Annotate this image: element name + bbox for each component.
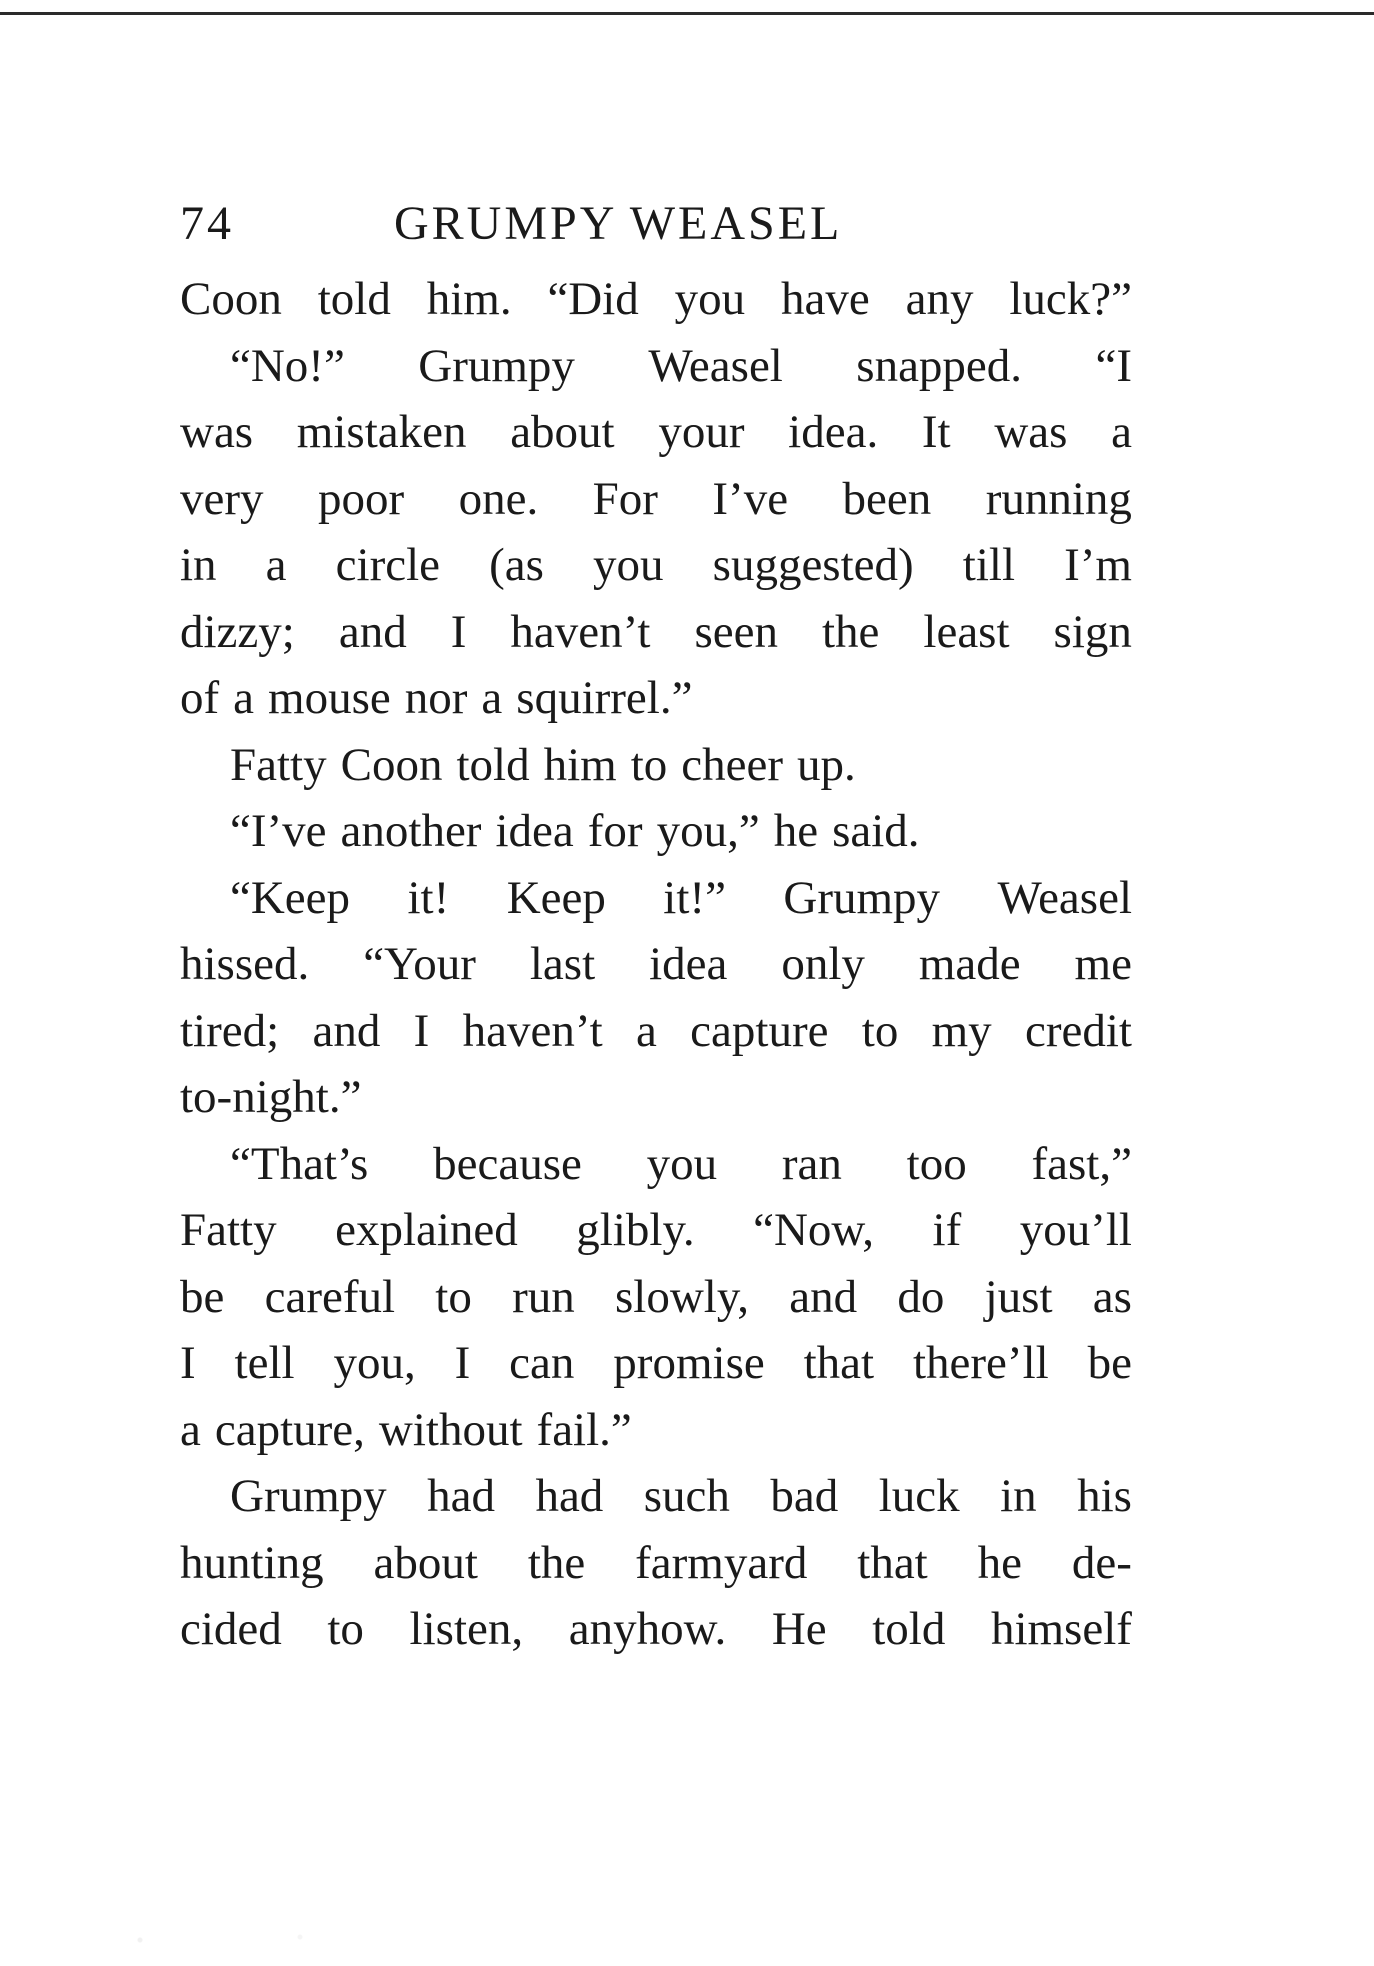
word: just xyxy=(984,1270,1053,1323)
word: you,” xyxy=(656,805,760,857)
text-line xyxy=(180,1131,1132,1198)
word: have xyxy=(781,273,870,325)
word: Fatty xyxy=(180,1204,277,1256)
word: the xyxy=(821,605,880,658)
word: for xyxy=(587,805,643,857)
word: said. xyxy=(832,805,920,857)
word: and xyxy=(338,605,407,658)
text-line xyxy=(180,1397,1132,1464)
word: up. xyxy=(797,738,856,791)
word: a xyxy=(636,1004,657,1057)
text-line xyxy=(180,466,1132,533)
word: very xyxy=(180,472,264,525)
word: in xyxy=(180,539,217,591)
word: least xyxy=(923,605,1010,658)
top-rule xyxy=(0,12,1374,15)
word: he xyxy=(977,1536,1023,1589)
paper-speckle xyxy=(60,1925,460,1955)
word: only xyxy=(781,938,865,990)
word: made xyxy=(918,938,1021,990)
word: Grumpy xyxy=(418,339,575,392)
word: tired; xyxy=(180,1004,280,1057)
word: cided xyxy=(180,1603,282,1655)
word: luck xyxy=(878,1470,960,1522)
word: idea xyxy=(649,938,728,990)
word: to-night.” xyxy=(180,1071,362,1123)
text-line xyxy=(180,1264,1132,1331)
word: “I’ve xyxy=(230,805,327,857)
word: mouse xyxy=(268,672,391,724)
word: suggested) xyxy=(712,539,914,591)
word: “No!” xyxy=(230,339,345,392)
word: Grumpy xyxy=(230,1470,387,1522)
word: there’ll xyxy=(912,1337,1049,1389)
word: that xyxy=(803,1337,875,1389)
word: “Now, xyxy=(753,1204,875,1256)
text-line xyxy=(180,599,1132,666)
word: listen, xyxy=(409,1603,524,1655)
text-line xyxy=(180,1330,1132,1397)
word: and xyxy=(312,1004,381,1057)
word: “Keep xyxy=(230,871,351,924)
word: it!” xyxy=(663,871,726,924)
word: till xyxy=(962,539,1016,591)
word: anyhow. xyxy=(568,1603,727,1655)
word: as xyxy=(1092,1270,1132,1323)
word: one. xyxy=(458,472,539,525)
word: running xyxy=(985,472,1132,525)
word: it! xyxy=(407,871,450,924)
word: you’ll xyxy=(1019,1204,1132,1256)
word: too xyxy=(906,1137,967,1190)
word: careful xyxy=(264,1270,396,1323)
word: had xyxy=(427,1470,495,1522)
word: promise xyxy=(613,1337,765,1389)
word: circle xyxy=(335,539,441,591)
word: tell xyxy=(234,1337,295,1389)
word: in xyxy=(1000,1470,1037,1522)
text-line xyxy=(180,732,1132,799)
word: squirrel.” xyxy=(516,672,693,724)
word: mistaken xyxy=(296,406,467,458)
word: a xyxy=(233,672,255,724)
word: was xyxy=(180,406,254,458)
text-line xyxy=(180,266,1132,333)
word: I xyxy=(413,1004,430,1057)
word: I xyxy=(454,1337,471,1389)
word: you xyxy=(646,1137,718,1190)
word: you xyxy=(674,273,746,325)
word: bad xyxy=(770,1470,839,1522)
word: if xyxy=(932,1204,962,1256)
word: Grumpy xyxy=(783,871,941,924)
word: I’ve xyxy=(712,472,789,525)
word: Coon xyxy=(340,738,443,791)
word: Weasel xyxy=(648,339,783,392)
word: Weasel xyxy=(997,871,1132,924)
word: “Did xyxy=(547,273,639,325)
word: can xyxy=(509,1337,575,1389)
text-line xyxy=(180,1197,1132,1264)
text-line xyxy=(180,1596,1132,1663)
word: slowly, xyxy=(614,1270,750,1323)
word: hissed. xyxy=(180,938,310,990)
word: to xyxy=(327,1603,364,1655)
word: your xyxy=(658,406,745,458)
word: him. xyxy=(426,273,512,325)
word: idea xyxy=(495,805,574,857)
word: do xyxy=(897,1270,945,1323)
word: Coon xyxy=(180,273,282,325)
word: such xyxy=(643,1470,730,1522)
word: “Your xyxy=(363,938,476,990)
page-header xyxy=(180,196,1140,256)
word: my xyxy=(931,1004,992,1057)
word: told xyxy=(456,738,530,791)
word: another xyxy=(340,805,482,857)
word: been xyxy=(842,472,932,525)
word: fast,” xyxy=(1031,1137,1132,1190)
word: without xyxy=(378,1403,523,1456)
word: capture, xyxy=(214,1403,365,1456)
word: farmyard xyxy=(635,1536,808,1589)
word: him xyxy=(543,738,617,791)
word: to xyxy=(861,1004,899,1057)
page-number: 74 xyxy=(180,197,234,250)
word: seen xyxy=(694,605,778,658)
word: haven’t xyxy=(510,605,651,658)
word: capture xyxy=(690,1004,829,1057)
word: a xyxy=(481,672,503,724)
word: explained xyxy=(335,1204,518,1256)
word: and xyxy=(789,1270,858,1323)
word: his xyxy=(1077,1470,1132,1522)
word: told xyxy=(872,1603,946,1655)
text-line xyxy=(180,1530,1132,1597)
word: a xyxy=(180,1403,201,1456)
text-line xyxy=(180,665,1132,732)
word: Keep xyxy=(506,871,606,924)
word: I xyxy=(180,1337,196,1389)
word: you xyxy=(593,539,664,591)
word: sign xyxy=(1053,605,1132,658)
word: de- xyxy=(1071,1536,1132,1589)
word: fail.” xyxy=(536,1403,632,1456)
word: he xyxy=(773,805,819,857)
word: to xyxy=(630,738,668,791)
word: cheer xyxy=(681,738,784,791)
word: told xyxy=(317,273,391,325)
word: Fatty xyxy=(230,738,327,791)
word: ran xyxy=(781,1137,842,1190)
word: For xyxy=(592,472,658,525)
text-line xyxy=(180,798,1132,865)
word: nor xyxy=(404,672,468,724)
word: It xyxy=(921,406,951,458)
word: be xyxy=(1087,1337,1132,1389)
word: that xyxy=(857,1536,928,1589)
text-line xyxy=(180,532,1132,599)
word: was xyxy=(994,406,1068,458)
word: last xyxy=(529,938,596,990)
word: a xyxy=(265,539,287,591)
word: had xyxy=(535,1470,604,1522)
word: about xyxy=(373,1536,478,1589)
word: be xyxy=(180,1270,225,1323)
word: about xyxy=(510,406,615,458)
body-text xyxy=(180,266,1132,1663)
text-line xyxy=(180,1463,1132,1530)
running-head: GRUMPY WEASEL xyxy=(394,197,843,250)
word: himself xyxy=(990,1603,1132,1655)
word: luck?” xyxy=(1009,273,1132,325)
word: the xyxy=(527,1536,586,1589)
word: I xyxy=(450,605,467,658)
word: to xyxy=(435,1270,472,1323)
word: snapped. xyxy=(856,339,1023,392)
word: run xyxy=(512,1270,575,1323)
text-line xyxy=(180,931,1132,998)
word: credit xyxy=(1024,1004,1132,1057)
word: poor xyxy=(317,472,405,525)
text-line xyxy=(180,865,1132,932)
word: of xyxy=(180,672,220,724)
word: (as xyxy=(489,539,544,591)
word: haven’t xyxy=(462,1004,603,1057)
word: you, xyxy=(333,1337,416,1389)
word: He xyxy=(771,1603,827,1655)
word: hunting xyxy=(180,1536,324,1589)
word: a xyxy=(1111,406,1132,458)
word: any xyxy=(905,273,974,325)
text-line xyxy=(180,998,1132,1065)
text-line xyxy=(180,1064,1132,1131)
word: I’m xyxy=(1064,539,1132,591)
word: “That’s xyxy=(230,1137,369,1190)
word: dizzy; xyxy=(180,605,295,658)
word: glibly. xyxy=(576,1204,695,1256)
word: “I xyxy=(1095,339,1132,392)
word: me xyxy=(1074,938,1132,990)
word: idea. xyxy=(788,406,879,458)
text-line xyxy=(180,399,1132,466)
word: because xyxy=(433,1137,582,1190)
text-line xyxy=(180,333,1132,400)
